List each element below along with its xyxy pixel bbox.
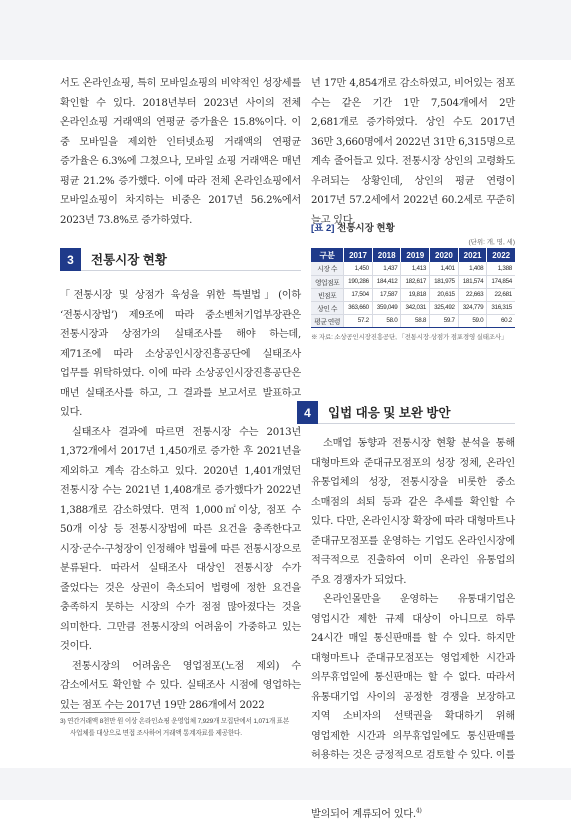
table-cell: 20,615 [430, 288, 459, 301]
table-cell: 181,574 [458, 275, 487, 288]
section-number: 4 [297, 401, 318, 424]
body-paragraph: 년 17만 4,854개로 감소하였고, 비어있는 점포 수는 같은 기간 1만 7,504개에서 2만 2,681개로 증가하였다. 상인 수도 2017년 36만 3,660명에서 2022년 31만 6,315명으로 계속 줄어들고 있다. 전통시장 상인의 고령화도 우려되는 상황인데, 상인의 평균 연령이 2017년 57.2세에서 2022년 60.2세로 꾸준히 늘고 있다. [311, 78, 515, 226]
table-cell: 1,408 [458, 262, 487, 275]
footnote [60, 716, 301, 739]
table-header-row [311, 248, 515, 262]
body-paragraph: 소매업 동향과 전통시장 현황 분석을 통해 대형마트와 준대규모점포의 성장 정체, 온라인 유통업체의 성장, 전통시장을 비롯한 중소 소매점의 쇠퇴 등과 같은 추세를 확인할 수 있다. 다만, 온라인시장 확장에 따라 대형마트나 준대규모점포를 운영하는 기업도 온라인시장에 적극적으로 진출하여 이미 온라인 유통업의 주요 경쟁자가 되었다. [311, 438, 515, 586]
table-cell: 325,492 [430, 301, 459, 314]
footnote-text: 3) 연간거래액 8천만 원 이상 온라인쇼핑 운영업체 7,929개 모집단에서 1,071개 표본 사업체를 대상으로 면접 조사하여 거래액 통계자료를 제공한다. [60, 718, 289, 737]
body-paragraph: 「전통시장 및 상점가 육성을 위한 특별법」(이하 ‘전통시장법’) 제9조에 따라 중소벤처기업부장관은 전통시장과 상점가의 실태조사를 해야 하는데, 제71조에 따라 소상공인시장진흥공단에 실태조사 업무를 위탁하였다. 이에 따라 소상공인시장진흥공단은 매년 실태조사를 하고, 그 결과를 보고서로 발표하고 있다. [60, 290, 301, 418]
section-title: 입법 대응 및 보완 방안 [318, 401, 515, 424]
table-header: 2018 [372, 248, 401, 262]
table-header: 구분 [311, 248, 344, 262]
section-heading-4 [297, 401, 515, 424]
table-cell: 58.8 [401, 314, 430, 327]
table-cell: 316,315 [487, 301, 515, 314]
body-paragraph: 전통시장의 어려움은 영업점포(노점 제외) 수 감소에서도 확인할 수 있다. 실태조사 시점에 영업하는 있는 점포 수는 2017년 19만 286개에서 2022 [60, 660, 301, 711]
table-cell: 359,049 [372, 301, 401, 314]
table-row [311, 275, 515, 288]
table-header: 2022 [487, 248, 515, 262]
section-heading-3 [60, 248, 301, 271]
table-header: 2021 [458, 248, 487, 262]
table-cell: 59.7 [430, 314, 459, 327]
row-header: 상인 수 [311, 301, 344, 314]
footnote-divider [60, 712, 140, 713]
table-cell: 181,975 [430, 275, 459, 288]
table-header: 2017 [344, 248, 373, 262]
left-column [60, 74, 301, 230]
row-header: 빈점포 [311, 288, 344, 301]
table-cell: 174,854 [487, 275, 515, 288]
table-caption-title: 전통시장 현황 [337, 223, 395, 234]
row-header: 시장 수 [311, 262, 344, 275]
body-paragraph: 서도 온라인쇼핑, 특히 모바일쇼핑의 비약적인 성장세를 확인할 수 있다. 2018년부터 2023년 사이의 전체 온라인쇼핑 거래액의 연평균 증가율은 15.8%이다. 이 중 모바일을 제외한 인터넷쇼핑 거래액의 연평균 증가율은 6.3%에 그쳤으나, 모바일 쇼핑 거래액은 매년 평균 21.2% 증가했다. 이에 따라 전체 온라인쇼핑에서 모바일쇼핑이 차지하는 비중은 2017년 56.2%에서 2023년 73.8%로 증가하였다. [60, 78, 301, 226]
body-paragraph: 실태조사 결과에 따르면 전통시장 수는 2013년 1,372개에서 2017년 1,450개로 증가한 후 2021년을 제외하고 계속 감소하고 있다. 2020년 1,401개였던 전통시장 수는 2021년 1,408개로 증가했다가 2022년 1,388개로 감소하였다. 면적 1,000㎡이상, 점포 수 50개 이상 등 전통시장법에 따른 요건을 충족한다고 시장·군수·구청장이 인정해야 법률에 따른 전통시장으로 분류된다. 따라서 실태조사 대상인 전통시장 수가 줄었다는 것은 상권이 축소되어 법령에 정한 요건을 충족하지 못하는 시장의 수가 점점 많아졌다는 것을 의미한다. 그만큼 전통시장의 어려움이 가중하고 있는 것이다. [60, 426, 301, 652]
table-cell: 190,286 [344, 275, 373, 288]
stats-table [311, 248, 515, 328]
row-header: 평균 연령 [311, 314, 344, 327]
table-cell: 22,681 [487, 288, 515, 301]
table-header: 2020 [430, 248, 459, 262]
right-column-body [311, 434, 515, 824]
table-cell: 17,587 [372, 288, 401, 301]
table-unit: (단위: 개, 명, 세) [468, 239, 515, 246]
header-band [0, 0, 571, 60]
table-row [311, 301, 515, 314]
table-header: 2019 [401, 248, 430, 262]
table-cell: 1,388 [487, 262, 515, 275]
table-cell: 19,818 [401, 288, 430, 301]
table-cell: 1,401 [430, 262, 459, 275]
table-caption-tag: [표 2] [311, 223, 335, 234]
table-cell: 1,450 [344, 262, 373, 275]
table-row [311, 262, 515, 275]
footnote-ref: 4) [415, 807, 422, 815]
table-cell: 184,412 [372, 275, 401, 288]
table-cell: 59.0 [458, 314, 487, 327]
table-cell: 58.0 [372, 314, 401, 327]
row-header: 영업점포 [311, 275, 344, 288]
table-source: ※ 자료: 소상공인시장진흥공단, 「전통시장·상점가 점포경영 실태조사」 [311, 333, 508, 341]
table-caption [311, 220, 515, 234]
footer-band [0, 768, 571, 800]
table-block [311, 220, 515, 341]
table-cell: 182,617 [401, 275, 430, 288]
table-cell: 324,779 [458, 301, 487, 314]
table-cell: 342,031 [401, 301, 430, 314]
table-row [311, 288, 515, 301]
table-cell: 57.2 [344, 314, 373, 327]
table-row [311, 314, 515, 327]
section-number: 3 [60, 248, 81, 271]
body-text: 온라인몰만을 운영하는 유통대기업은 영업시간 제한 규제 대상이 아니므로 하루 24시간 매일 통신판매를 할 수 있다. 하지만 대형마트나 준대규모점포는 영업제한 시간과 의무휴업일에 통신판매는 할 수 없다. 따라서 유통대기업 사이의 공정한 경쟁을 보장하고 지역 소비자의 선택권을 확대하기 위해 영업제한 시간과 의무휴업일에도 통신판매를 허용하는 것은 긍정적으로 검토할 수 있다. 이를 발의되어 계류되어 있다. [311, 594, 515, 820]
table-cell: 60.2 [487, 314, 515, 327]
right-column [311, 74, 515, 230]
section-title: 전통시장 현황 [81, 248, 301, 271]
table-cell: 1,437 [372, 262, 401, 275]
left-column-body [60, 286, 301, 715]
table-cell: 1,413 [401, 262, 430, 275]
table-cell: 17,504 [344, 288, 373, 301]
table-cell: 22,663 [458, 288, 487, 301]
table-cell: 363,660 [344, 301, 373, 314]
